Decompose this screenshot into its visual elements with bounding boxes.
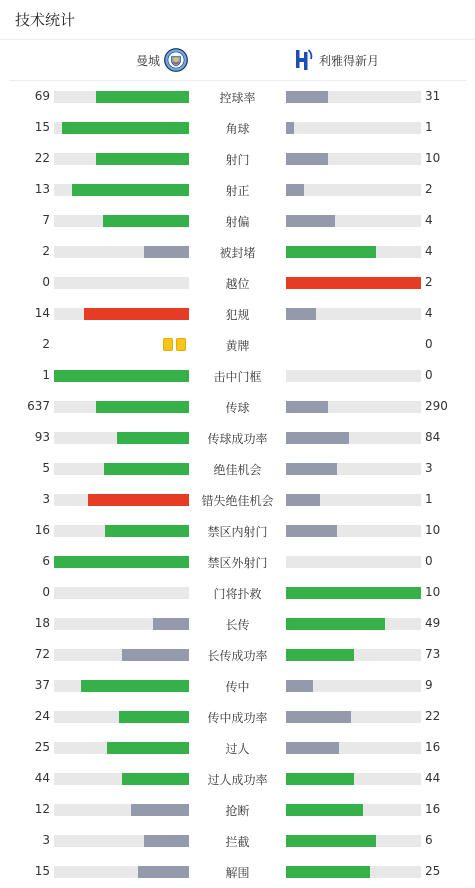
home-stat-bar bbox=[54, 370, 189, 382]
home-stat-bar bbox=[54, 91, 189, 103]
stat-label: 越位 bbox=[225, 277, 250, 291]
teams-header bbox=[9, 40, 466, 81]
away-stat-value: 1 bbox=[425, 492, 433, 506]
away-stat-bar bbox=[286, 153, 421, 165]
stat-label: 射偏 bbox=[225, 215, 250, 229]
stat-label: 黄牌 bbox=[225, 339, 250, 353]
home-stat-bar-fill bbox=[144, 835, 189, 847]
away-stat-bar bbox=[286, 122, 421, 134]
stat-label: 传球成功率 bbox=[207, 432, 268, 446]
away-stat-bar-fill bbox=[286, 587, 421, 599]
stat-row bbox=[0, 112, 475, 143]
home-stat-value: 15 bbox=[34, 120, 50, 134]
stat-label: 禁区外射门 bbox=[207, 556, 268, 570]
home-stat-bar bbox=[54, 277, 189, 289]
away-stat-bar-fill bbox=[286, 618, 385, 630]
away-stat-value: 4 bbox=[425, 306, 433, 320]
away-stat-value: 25 bbox=[425, 864, 441, 878]
home-stat-bar bbox=[54, 835, 189, 847]
home-stat-value: 14 bbox=[34, 306, 50, 320]
away-stat-bar-fill bbox=[286, 246, 376, 258]
home-stat-bar-fill bbox=[119, 711, 189, 723]
away-team-name: 利雅得新月 bbox=[319, 53, 380, 68]
home-stat-bar bbox=[54, 804, 189, 816]
away-stat-bar-fill bbox=[286, 184, 304, 196]
home-stat-value: 69 bbox=[34, 89, 50, 103]
stat-label: 角球 bbox=[225, 122, 250, 136]
home-stat-bar bbox=[54, 866, 189, 878]
home-stat-value: 0 bbox=[42, 275, 50, 289]
away-stat-bar-fill bbox=[286, 866, 370, 878]
stat-row bbox=[0, 484, 475, 515]
stat-row bbox=[0, 546, 475, 577]
away-stat-bar bbox=[286, 494, 421, 506]
home-stat-bar-fill bbox=[72, 184, 189, 196]
away-stat-bar bbox=[286, 804, 421, 816]
away-stat-bar bbox=[286, 308, 421, 320]
home-stat-bar-fill bbox=[88, 494, 189, 506]
away-stat-value: 31 bbox=[425, 89, 441, 103]
home-stat-bar bbox=[54, 556, 189, 568]
away-stat-bar bbox=[286, 866, 421, 878]
stat-row bbox=[0, 577, 475, 608]
stat-row bbox=[0, 701, 475, 732]
home-stat-value: 93 bbox=[34, 430, 50, 444]
away-stat-bar-fill bbox=[286, 401, 328, 413]
away-stat-value: 16 bbox=[425, 740, 441, 754]
away-team[interactable] bbox=[293, 40, 379, 80]
stat-row bbox=[0, 236, 475, 267]
away-stat-bar-fill bbox=[286, 308, 316, 320]
away-stat-bar bbox=[286, 649, 421, 661]
home-stat-bar-fill bbox=[84, 308, 189, 320]
header bbox=[0, 0, 475, 40]
away-stat-bar bbox=[286, 432, 421, 444]
home-stat-bar-fill bbox=[104, 463, 189, 475]
home-stat-value: 0 bbox=[42, 585, 50, 599]
stat-label: 过人 bbox=[225, 742, 250, 756]
away-stat-value: 49 bbox=[425, 616, 441, 630]
home-stat-value: 3 bbox=[42, 833, 50, 847]
home-stat-value: 5 bbox=[42, 461, 50, 475]
home-stat-bar-fill bbox=[96, 153, 189, 165]
home-stat-bar bbox=[54, 153, 189, 165]
away-stat-value: 4 bbox=[425, 244, 433, 258]
home-team-name: 曼城 bbox=[135, 53, 160, 68]
away-stat-value: 10 bbox=[425, 585, 441, 599]
home-stat-bar bbox=[54, 711, 189, 723]
away-stat-bar-fill bbox=[286, 432, 349, 444]
away-stat-bar bbox=[286, 525, 421, 537]
stat-row bbox=[0, 81, 475, 112]
away-stat-bar bbox=[286, 246, 421, 258]
home-stat-value: 6 bbox=[42, 554, 50, 568]
away-stat-value: 2 bbox=[425, 182, 433, 196]
away-stat-value: 4 bbox=[425, 213, 433, 227]
stat-row bbox=[0, 267, 475, 298]
away-stat-bar bbox=[286, 835, 421, 847]
home-stat-value: 44 bbox=[34, 771, 50, 785]
al-hilal-logo-icon bbox=[293, 48, 313, 72]
away-stat-value: 6 bbox=[425, 833, 433, 847]
away-stat-bar bbox=[286, 587, 421, 599]
stat-row bbox=[0, 608, 475, 639]
home-stat-value: 1 bbox=[42, 368, 50, 382]
away-stat-value: 73 bbox=[425, 647, 441, 661]
home-stat-value: 13 bbox=[34, 182, 50, 196]
stat-label: 犯规 bbox=[225, 308, 250, 322]
away-stat-bar-fill bbox=[286, 804, 363, 816]
home-stat-bar-fill bbox=[153, 618, 189, 630]
stats-list bbox=[0, 81, 475, 887]
home-stat-value: 2 bbox=[42, 244, 50, 258]
away-stat-bar-fill bbox=[286, 773, 354, 785]
home-stat-bar-fill bbox=[96, 91, 189, 103]
away-stat-bar-fill bbox=[286, 835, 376, 847]
stat-row bbox=[0, 143, 475, 174]
away-stat-value: 10 bbox=[425, 523, 441, 537]
stat-row bbox=[0, 732, 475, 763]
away-stat-value: 9 bbox=[425, 678, 433, 692]
stat-row bbox=[0, 205, 475, 236]
stat-row bbox=[0, 360, 475, 391]
away-stat-bar bbox=[286, 184, 421, 196]
stat-label: 过人成功率 bbox=[207, 773, 268, 787]
stat-row bbox=[0, 515, 475, 546]
stat-label: 击中门框 bbox=[213, 370, 262, 384]
home-stat-bar bbox=[54, 215, 189, 227]
home-stat-value: 3 bbox=[42, 492, 50, 506]
away-stat-bar bbox=[286, 370, 421, 382]
away-stat-bar bbox=[286, 680, 421, 692]
home-stat-bar bbox=[54, 618, 189, 630]
stat-label: 长传成功率 bbox=[207, 649, 268, 663]
home-stat-bar-fill bbox=[122, 773, 190, 785]
home-stat-value: 12 bbox=[34, 802, 50, 816]
stat-row bbox=[0, 763, 475, 794]
home-stat-bar-fill bbox=[105, 525, 189, 537]
stat-label: 控球率 bbox=[219, 91, 256, 105]
away-stat-bar-fill bbox=[286, 122, 294, 134]
home-stat-bar-fill bbox=[122, 649, 190, 661]
home-stat-value: 72 bbox=[34, 647, 50, 661]
home-stat-value: 22 bbox=[34, 151, 50, 165]
away-stat-bar bbox=[286, 773, 421, 785]
home-stat-bar bbox=[54, 525, 189, 537]
away-stat-value: 0 bbox=[425, 368, 433, 382]
home-stat-bar bbox=[54, 463, 189, 475]
home-stat-bar bbox=[54, 742, 189, 754]
stat-row bbox=[0, 825, 475, 856]
home-stat-bar bbox=[54, 122, 189, 134]
stat-label: 射正 bbox=[225, 184, 250, 198]
away-stat-value: 0 bbox=[425, 337, 433, 351]
away-stat-bar-fill bbox=[286, 525, 337, 537]
home-stat-value: 637 bbox=[27, 399, 50, 413]
page-title: 技术统计 bbox=[15, 11, 76, 29]
home-stat-bar-fill bbox=[62, 122, 189, 134]
home-stat-bar bbox=[54, 246, 189, 258]
home-stat-value: 18 bbox=[34, 616, 50, 630]
home-yellow-cards bbox=[163, 338, 186, 351]
stat-label: 禁区内射门 bbox=[207, 525, 268, 539]
home-stat-value: 7 bbox=[42, 213, 50, 227]
stat-label: 错失绝佳机会 bbox=[201, 494, 274, 508]
away-stat-value: 16 bbox=[425, 802, 441, 816]
home-stat-bar-fill bbox=[96, 401, 189, 413]
stat-row bbox=[0, 391, 475, 422]
away-stat-bar bbox=[286, 711, 421, 723]
stat-label: 被封堵 bbox=[219, 246, 256, 260]
home-stat-bar-fill bbox=[81, 680, 189, 692]
stat-row bbox=[0, 329, 475, 360]
home-stat-bar-fill bbox=[144, 246, 189, 258]
away-stat-bar-fill bbox=[286, 277, 421, 289]
away-stat-bar bbox=[286, 215, 421, 227]
away-stat-value: 44 bbox=[425, 771, 441, 785]
stat-row bbox=[0, 670, 475, 701]
stat-label: 传中 bbox=[225, 680, 250, 694]
away-stat-bar bbox=[286, 91, 421, 103]
away-stat-bar-fill bbox=[286, 153, 328, 165]
home-stat-value: 37 bbox=[34, 678, 50, 692]
stat-row bbox=[0, 856, 475, 887]
away-stat-value: 22 bbox=[425, 709, 441, 723]
away-stat-bar-fill bbox=[286, 649, 354, 661]
home-stat-value: 16 bbox=[34, 523, 50, 537]
home-stat-value: 2 bbox=[42, 337, 50, 351]
stat-label: 解围 bbox=[225, 866, 250, 880]
home-stat-bar bbox=[54, 308, 189, 320]
home-stat-bar-fill bbox=[117, 432, 189, 444]
away-stat-bar-fill bbox=[286, 91, 328, 103]
away-stat-bar bbox=[286, 463, 421, 475]
away-stat-value: 2 bbox=[425, 275, 433, 289]
home-stat-bar bbox=[54, 494, 189, 506]
stat-row bbox=[0, 639, 475, 670]
home-stat-bar-fill bbox=[103, 215, 189, 227]
away-stat-value: 84 bbox=[425, 430, 441, 444]
away-stat-value: 290 bbox=[425, 399, 448, 413]
home-stat-bar bbox=[54, 184, 189, 196]
stat-label: 传球 bbox=[225, 401, 250, 415]
home-stat-value: 15 bbox=[34, 864, 50, 878]
stat-label: 传中成功率 bbox=[207, 711, 268, 725]
stat-label: 长传 bbox=[225, 618, 250, 632]
stat-row bbox=[0, 794, 475, 825]
home-stat-bar bbox=[54, 587, 189, 599]
away-stat-bar-fill bbox=[286, 494, 320, 506]
home-team[interactable] bbox=[136, 40, 188, 80]
yellow-card-icon bbox=[163, 338, 173, 351]
home-stat-bar-fill bbox=[131, 804, 189, 816]
away-stat-bar-fill bbox=[286, 215, 335, 227]
stat-row bbox=[0, 174, 475, 205]
away-stat-value: 3 bbox=[425, 461, 433, 475]
yellow-card-icon bbox=[176, 338, 186, 351]
stat-label: 射门 bbox=[225, 153, 250, 167]
away-stat-bar-fill bbox=[286, 680, 313, 692]
away-stat-bar bbox=[286, 618, 421, 630]
away-stat-bar bbox=[286, 742, 421, 754]
stat-row bbox=[0, 298, 475, 329]
stat-label: 绝佳机会 bbox=[213, 463, 262, 477]
stat-row bbox=[0, 453, 475, 484]
away-stat-value: 0 bbox=[425, 554, 433, 568]
stat-label: 门将扑救 bbox=[213, 587, 262, 601]
away-stat-value: 10 bbox=[425, 151, 441, 165]
stat-row bbox=[0, 422, 475, 453]
home-stat-bar bbox=[54, 432, 189, 444]
home-stat-bar-fill bbox=[54, 556, 189, 568]
away-stat-bar bbox=[286, 277, 421, 289]
manchester-city-logo-icon bbox=[164, 48, 188, 72]
home-stat-bar-fill bbox=[54, 370, 189, 382]
away-stat-value: 1 bbox=[425, 120, 433, 134]
stat-label: 抢断 bbox=[225, 804, 250, 818]
away-stat-bar-fill bbox=[286, 742, 339, 754]
home-stat-bar bbox=[54, 401, 189, 413]
home-stat-bar-fill bbox=[138, 866, 189, 878]
away-stat-bar bbox=[286, 556, 421, 568]
away-stat-bar bbox=[286, 401, 421, 413]
home-stat-value: 24 bbox=[34, 709, 50, 723]
away-stat-bar-fill bbox=[286, 463, 337, 475]
home-stat-bar bbox=[54, 649, 189, 661]
away-stat-bar-fill bbox=[286, 711, 351, 723]
home-stat-value: 25 bbox=[34, 740, 50, 754]
stat-label: 拦截 bbox=[225, 835, 250, 849]
home-stat-bar bbox=[54, 680, 189, 692]
home-stat-bar-fill bbox=[107, 742, 189, 754]
home-stat-bar bbox=[54, 773, 189, 785]
